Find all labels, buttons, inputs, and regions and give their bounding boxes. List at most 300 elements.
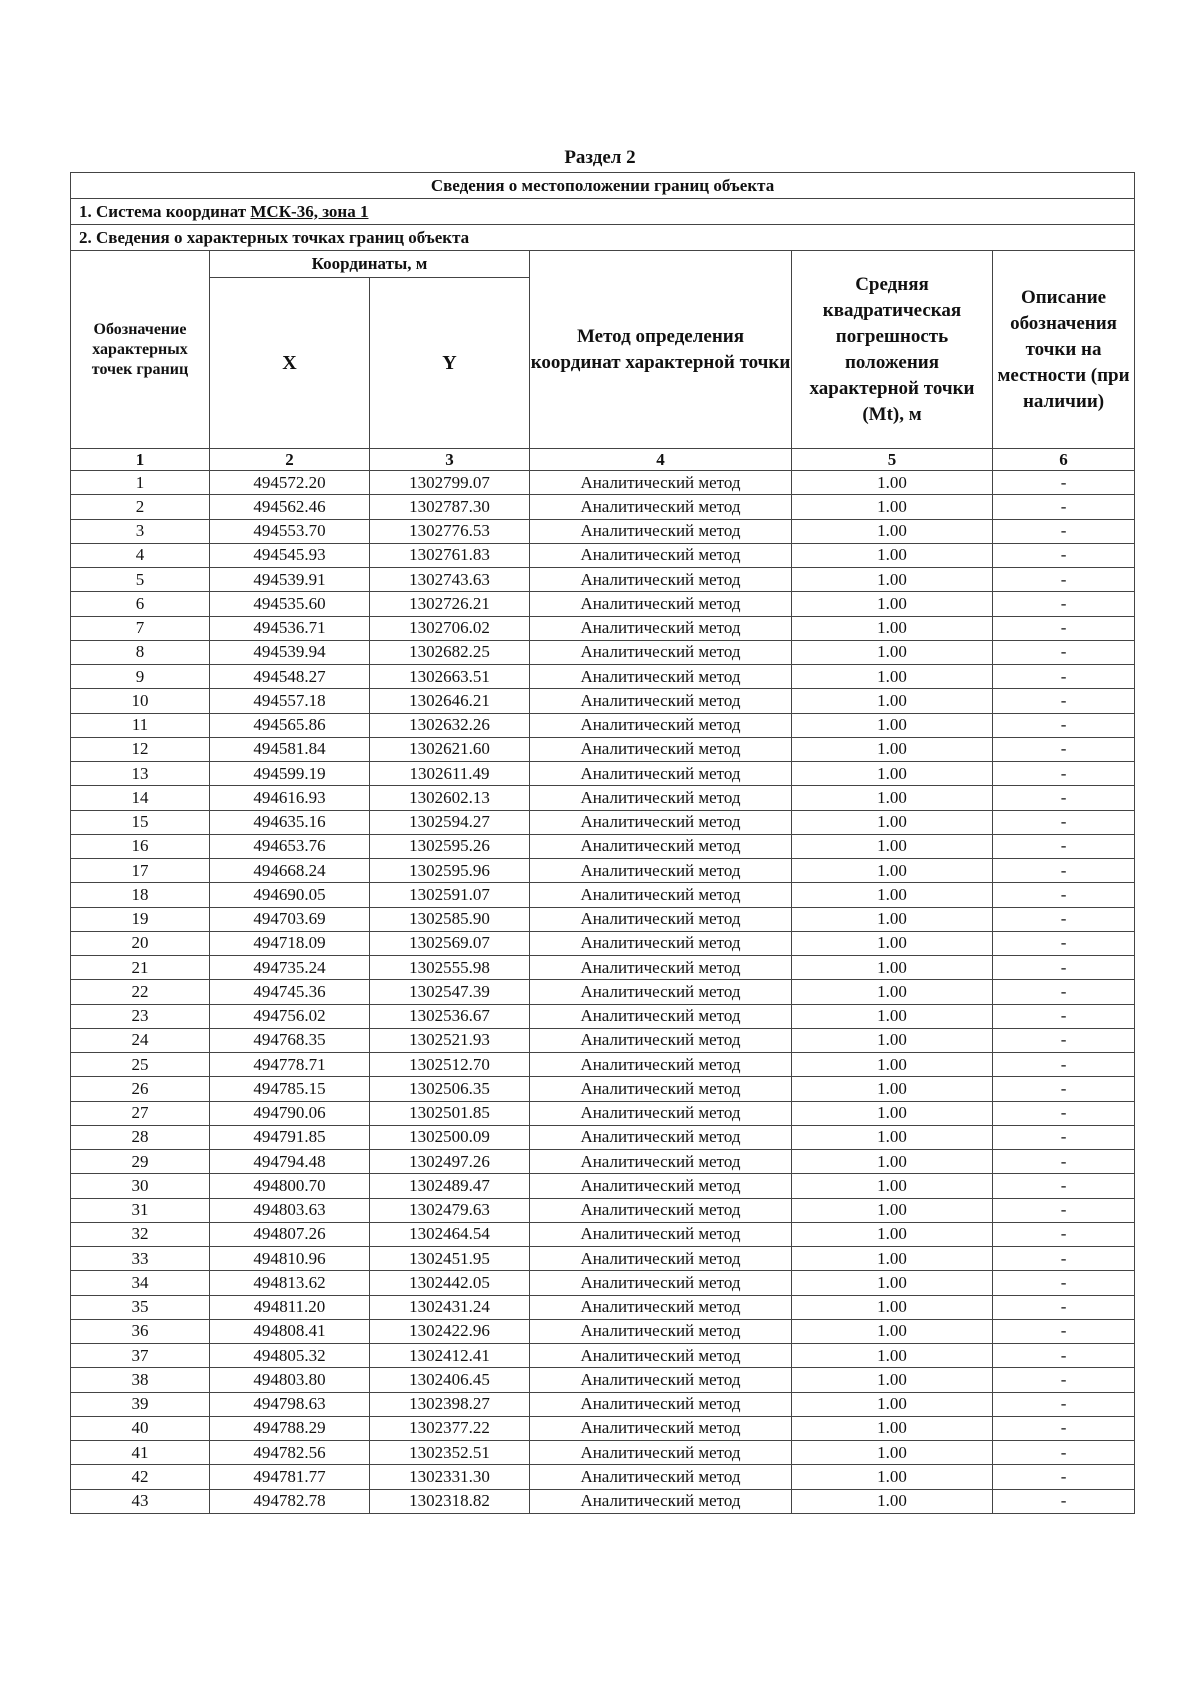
header-x: X xyxy=(210,278,370,449)
cell-x: 494798.63 xyxy=(210,1392,370,1416)
cell-error: 1.00 xyxy=(792,1416,993,1440)
cell-x: 494811.20 xyxy=(210,1295,370,1319)
cell-description: - xyxy=(993,519,1135,543)
cell-method: Аналитический метод xyxy=(530,1271,792,1295)
cell-x: 494599.19 xyxy=(210,762,370,786)
cell-description: - xyxy=(993,762,1135,786)
cell-description: - xyxy=(993,1392,1135,1416)
cell-x: 494794.48 xyxy=(210,1150,370,1174)
cell-x: 494553.70 xyxy=(210,519,370,543)
column-numbers-row xyxy=(71,449,1135,471)
cell-error: 1.00 xyxy=(792,568,993,592)
cell-error: 1.00 xyxy=(792,471,993,495)
cell-description: - xyxy=(993,495,1135,519)
cell-y: 1302412.41 xyxy=(370,1344,530,1368)
cell-method: Аналитический метод xyxy=(530,907,792,931)
cell-method: Аналитический метод xyxy=(530,737,792,761)
cell-y: 1302761.83 xyxy=(370,543,530,567)
cell-error: 1.00 xyxy=(792,519,993,543)
cell-x: 494539.91 xyxy=(210,568,370,592)
cell-x: 494803.63 xyxy=(210,1198,370,1222)
cell-y: 1302595.96 xyxy=(370,859,530,883)
cell-error: 1.00 xyxy=(792,1392,993,1416)
cell-method: Аналитический метод xyxy=(530,1222,792,1246)
cell-y: 1302489.47 xyxy=(370,1174,530,1198)
cell-description: - xyxy=(993,543,1135,567)
cell-point-number: 29 xyxy=(71,1150,210,1174)
cell-y: 1302536.67 xyxy=(370,1004,530,1028)
cell-point-number: 34 xyxy=(71,1271,210,1295)
table-row xyxy=(71,1465,1135,1489)
cell-y: 1302442.05 xyxy=(370,1271,530,1295)
table-row xyxy=(71,519,1135,543)
cell-point-number: 28 xyxy=(71,1125,210,1149)
cell-x: 494565.86 xyxy=(210,713,370,737)
cell-x: 494562.46 xyxy=(210,495,370,519)
table-row xyxy=(71,1319,1135,1343)
table-row xyxy=(71,1295,1135,1319)
cell-x: 494785.15 xyxy=(210,1077,370,1101)
table-row xyxy=(71,1077,1135,1101)
cell-point-number: 9 xyxy=(71,665,210,689)
cell-method: Аналитический метод xyxy=(530,786,792,810)
cell-method: Аналитический метод xyxy=(530,1247,792,1271)
cell-description: - xyxy=(993,810,1135,834)
header-y: Y xyxy=(370,278,530,449)
cell-error: 1.00 xyxy=(792,1344,993,1368)
table-row xyxy=(71,956,1135,980)
cell-y: 1302377.22 xyxy=(370,1416,530,1440)
cell-point-number: 1 xyxy=(71,471,210,495)
cell-method: Аналитический метод xyxy=(530,616,792,640)
cell-method: Аналитический метод xyxy=(530,1198,792,1222)
table-row xyxy=(71,1150,1135,1174)
cell-point-number: 38 xyxy=(71,1368,210,1392)
cell-x: 494535.60 xyxy=(210,592,370,616)
table-row xyxy=(71,1028,1135,1052)
cell-x: 494536.71 xyxy=(210,616,370,640)
cell-description: - xyxy=(993,907,1135,931)
table-row xyxy=(71,568,1135,592)
cell-description: - xyxy=(993,1465,1135,1489)
cell-description: - xyxy=(993,1416,1135,1440)
cell-point-number: 33 xyxy=(71,1247,210,1271)
cell-error: 1.00 xyxy=(792,1295,993,1319)
cell-x: 494745.36 xyxy=(210,980,370,1004)
cell-error: 1.00 xyxy=(792,883,993,907)
cell-description: - xyxy=(993,1247,1135,1271)
cell-error: 1.00 xyxy=(792,1174,993,1198)
cell-point-number: 18 xyxy=(71,883,210,907)
table-row xyxy=(71,1344,1135,1368)
cell-y: 1302512.70 xyxy=(370,1053,530,1077)
table-row xyxy=(71,592,1135,616)
cell-method: Аналитический метод xyxy=(530,980,792,1004)
cell-description: - xyxy=(993,665,1135,689)
cell-y: 1302331.30 xyxy=(370,1465,530,1489)
cell-y: 1302663.51 xyxy=(370,665,530,689)
table-row xyxy=(71,1101,1135,1125)
cell-description: - xyxy=(993,471,1135,495)
cell-x: 494557.18 xyxy=(210,689,370,713)
cell-x: 494805.32 xyxy=(210,1344,370,1368)
cell-point-number: 30 xyxy=(71,1174,210,1198)
cell-description: - xyxy=(993,1222,1135,1246)
cell-error: 1.00 xyxy=(792,495,993,519)
table-row xyxy=(71,1053,1135,1077)
cell-method: Аналитический метод xyxy=(530,1028,792,1052)
cell-method: Аналитический метод xyxy=(530,1174,792,1198)
cell-point-number: 6 xyxy=(71,592,210,616)
table-row xyxy=(71,1198,1135,1222)
table-row xyxy=(71,543,1135,567)
cell-error: 1.00 xyxy=(792,1125,993,1149)
coord-system xyxy=(71,199,1135,225)
cell-error: 1.00 xyxy=(792,1247,993,1271)
cell-x: 494572.20 xyxy=(210,471,370,495)
cell-description: - xyxy=(993,1319,1135,1343)
cell-description: - xyxy=(993,956,1135,980)
cell-y: 1302682.25 xyxy=(370,640,530,664)
cell-description: - xyxy=(993,1271,1135,1295)
cell-method: Аналитический метод xyxy=(530,665,792,689)
table-row xyxy=(71,859,1135,883)
cell-error: 1.00 xyxy=(792,859,993,883)
cell-y: 1302787.30 xyxy=(370,495,530,519)
cell-description: - xyxy=(993,1295,1135,1319)
cell-x: 494788.29 xyxy=(210,1416,370,1440)
cell-point-number: 36 xyxy=(71,1319,210,1343)
cell-x: 494653.76 xyxy=(210,834,370,858)
cell-point-number: 12 xyxy=(71,737,210,761)
cell-x: 494803.80 xyxy=(210,1368,370,1392)
cell-y: 1302743.63 xyxy=(370,568,530,592)
cell-y: 1302479.63 xyxy=(370,1198,530,1222)
cell-description: - xyxy=(993,1028,1135,1052)
table-row xyxy=(71,495,1135,519)
table-title-row xyxy=(71,173,1135,199)
cell-method: Аналитический метод xyxy=(530,883,792,907)
cell-error: 1.00 xyxy=(792,1319,993,1343)
cell-method: Аналитический метод xyxy=(530,471,792,495)
cell-method: Аналитический метод xyxy=(530,1441,792,1465)
cell-point-number: 14 xyxy=(71,786,210,810)
cell-error: 1.00 xyxy=(792,592,993,616)
cell-y: 1302555.98 xyxy=(370,956,530,980)
table-row xyxy=(71,834,1135,858)
cell-description: - xyxy=(993,713,1135,737)
table-row xyxy=(71,810,1135,834)
cell-error: 1.00 xyxy=(792,1465,993,1489)
cell-y: 1302646.21 xyxy=(370,689,530,713)
header-row-top xyxy=(71,251,1135,278)
cell-point-number: 43 xyxy=(71,1489,210,1513)
cell-y: 1302506.35 xyxy=(370,1077,530,1101)
cell-error: 1.00 xyxy=(792,1198,993,1222)
cell-point-number: 17 xyxy=(71,859,210,883)
cell-error: 1.00 xyxy=(792,1271,993,1295)
cell-x: 494539.94 xyxy=(210,640,370,664)
table-row xyxy=(71,931,1135,955)
cell-y: 1302547.39 xyxy=(370,980,530,1004)
table-title: Сведения о местоположении границ объекта xyxy=(71,173,1135,199)
cell-point-number: 39 xyxy=(71,1392,210,1416)
cell-x: 494807.26 xyxy=(210,1222,370,1246)
cell-description: - xyxy=(993,1198,1135,1222)
cell-y: 1302799.07 xyxy=(370,471,530,495)
cell-error: 1.00 xyxy=(792,762,993,786)
cell-y: 1302422.96 xyxy=(370,1319,530,1343)
cell-x: 494635.16 xyxy=(210,810,370,834)
column-number: 4 xyxy=(530,449,792,471)
cell-description: - xyxy=(993,1150,1135,1174)
cell-error: 1.00 xyxy=(792,1150,993,1174)
cell-error: 1.00 xyxy=(792,810,993,834)
cell-point-number: 40 xyxy=(71,1416,210,1440)
cell-y: 1302776.53 xyxy=(370,519,530,543)
cell-error: 1.00 xyxy=(792,980,993,1004)
cell-description: - xyxy=(993,883,1135,907)
table-row xyxy=(71,1416,1135,1440)
cell-x: 494800.70 xyxy=(210,1174,370,1198)
header-method: Метод определения координат характерной точки xyxy=(530,251,792,449)
cell-x: 494791.85 xyxy=(210,1125,370,1149)
points-heading-row xyxy=(71,225,1135,251)
cell-point-number: 21 xyxy=(71,956,210,980)
cell-x: 494781.77 xyxy=(210,1465,370,1489)
cell-method: Аналитический метод xyxy=(530,689,792,713)
cell-error: 1.00 xyxy=(792,713,993,737)
cell-error: 1.00 xyxy=(792,786,993,810)
cell-method: Аналитический метод xyxy=(530,859,792,883)
cell-method: Аналитический метод xyxy=(530,1465,792,1489)
cell-x: 494718.09 xyxy=(210,931,370,955)
cell-x: 494581.84 xyxy=(210,737,370,761)
column-number: 3 xyxy=(370,449,530,471)
cell-error: 1.00 xyxy=(792,616,993,640)
cell-method: Аналитический метод xyxy=(530,713,792,737)
cell-method: Аналитический метод xyxy=(530,1344,792,1368)
cell-method: Аналитический метод xyxy=(530,762,792,786)
cell-point-number: 20 xyxy=(71,931,210,955)
cell-description: - xyxy=(993,737,1135,761)
cell-point-number: 41 xyxy=(71,1441,210,1465)
table-row xyxy=(71,1125,1135,1149)
column-number: 6 xyxy=(993,449,1135,471)
cell-x: 494810.96 xyxy=(210,1247,370,1271)
cell-y: 1302431.24 xyxy=(370,1295,530,1319)
cell-y: 1302406.45 xyxy=(370,1368,530,1392)
table-row xyxy=(71,1174,1135,1198)
table-row xyxy=(71,1271,1135,1295)
column-number: 5 xyxy=(792,449,993,471)
cell-error: 1.00 xyxy=(792,907,993,931)
cell-method: Аналитический метод xyxy=(530,1368,792,1392)
cell-point-number: 11 xyxy=(71,713,210,737)
table-row xyxy=(71,1222,1135,1246)
coord-system-label: 1. Система координат xyxy=(79,201,251,221)
cell-error: 1.00 xyxy=(792,834,993,858)
cell-x: 494790.06 xyxy=(210,1101,370,1125)
cell-y: 1302706.02 xyxy=(370,616,530,640)
cell-method: Аналитический метод xyxy=(530,543,792,567)
cell-x: 494756.02 xyxy=(210,1004,370,1028)
cell-description: - xyxy=(993,786,1135,810)
cell-point-number: 3 xyxy=(71,519,210,543)
header-error: Средняя квадратическая погрешность положения характерной точки (Mt), м xyxy=(792,251,993,449)
cell-y: 1302585.90 xyxy=(370,907,530,931)
cell-method: Аналитический метод xyxy=(530,640,792,664)
column-number: 1 xyxy=(71,449,210,471)
table-row xyxy=(71,1392,1135,1416)
cell-error: 1.00 xyxy=(792,1368,993,1392)
cell-method: Аналитический метод xyxy=(530,1077,792,1101)
cell-error: 1.00 xyxy=(792,931,993,955)
cell-method: Аналитический метод xyxy=(530,931,792,955)
cell-y: 1302501.85 xyxy=(370,1101,530,1125)
cell-method: Аналитический метод xyxy=(530,1319,792,1343)
cell-method: Аналитический метод xyxy=(530,834,792,858)
cell-x: 494813.62 xyxy=(210,1271,370,1295)
cell-description: - xyxy=(993,1053,1135,1077)
cell-method: Аналитический метод xyxy=(530,1416,792,1440)
cell-y: 1302451.95 xyxy=(370,1247,530,1271)
cell-point-number: 15 xyxy=(71,810,210,834)
table-row xyxy=(71,689,1135,713)
cell-error: 1.00 xyxy=(792,1004,993,1028)
table-row xyxy=(71,762,1135,786)
cell-error: 1.00 xyxy=(792,543,993,567)
cell-point-number: 2 xyxy=(71,495,210,519)
cell-method: Аналитический метод xyxy=(530,519,792,543)
cell-method: Аналитический метод xyxy=(530,1489,792,1513)
cell-description: - xyxy=(993,689,1135,713)
cell-x: 494703.69 xyxy=(210,907,370,931)
table-row xyxy=(71,1368,1135,1392)
cell-x: 494735.24 xyxy=(210,956,370,980)
table-row xyxy=(71,980,1135,1004)
cell-y: 1302352.51 xyxy=(370,1441,530,1465)
cell-y: 1302726.21 xyxy=(370,592,530,616)
cell-point-number: 25 xyxy=(71,1053,210,1077)
cell-point-number: 5 xyxy=(71,568,210,592)
cell-error: 1.00 xyxy=(792,956,993,980)
cell-description: - xyxy=(993,931,1135,955)
coord-system-value: МСК-36, зона 1 xyxy=(250,201,369,221)
cell-y: 1302594.27 xyxy=(370,810,530,834)
cell-y: 1302569.07 xyxy=(370,931,530,955)
column-number: 2 xyxy=(210,449,370,471)
cell-description: - xyxy=(993,1077,1135,1101)
table-row xyxy=(71,471,1135,495)
cell-error: 1.00 xyxy=(792,1441,993,1465)
cell-point-number: 37 xyxy=(71,1344,210,1368)
cell-y: 1302318.82 xyxy=(370,1489,530,1513)
table-row xyxy=(71,786,1135,810)
cell-method: Аналитический метод xyxy=(530,1150,792,1174)
cell-method: Аналитический метод xyxy=(530,1295,792,1319)
cell-x: 494778.71 xyxy=(210,1053,370,1077)
cell-point-number: 19 xyxy=(71,907,210,931)
cell-method: Аналитический метод xyxy=(530,956,792,980)
table-row xyxy=(71,665,1135,689)
cell-y: 1302602.13 xyxy=(370,786,530,810)
cell-point-number: 23 xyxy=(71,1004,210,1028)
cell-description: - xyxy=(993,1344,1135,1368)
cell-point-number: 8 xyxy=(71,640,210,664)
cell-description: - xyxy=(993,1125,1135,1149)
coord-system-row xyxy=(71,199,1135,225)
cell-y: 1302521.93 xyxy=(370,1028,530,1052)
cell-error: 1.00 xyxy=(792,1489,993,1513)
points-heading: 2. Сведения о характерных точках границ объекта xyxy=(71,225,1135,251)
cell-error: 1.00 xyxy=(792,1077,993,1101)
cell-method: Аналитический метод xyxy=(530,568,792,592)
cell-point-number: 24 xyxy=(71,1028,210,1052)
cell-description: - xyxy=(993,1368,1135,1392)
cell-x: 494808.41 xyxy=(210,1319,370,1343)
table-row xyxy=(71,737,1135,761)
cell-error: 1.00 xyxy=(792,665,993,689)
table-row xyxy=(71,1441,1135,1465)
cell-y: 1302398.27 xyxy=(370,1392,530,1416)
cell-method: Аналитический метод xyxy=(530,592,792,616)
cell-description: - xyxy=(993,834,1135,858)
cell-error: 1.00 xyxy=(792,640,993,664)
cell-x: 494545.93 xyxy=(210,543,370,567)
cell-method: Аналитический метод xyxy=(530,1101,792,1125)
header-coordinates: Координаты, м xyxy=(210,251,530,278)
cell-x: 494616.93 xyxy=(210,786,370,810)
cell-point-number: 7 xyxy=(71,616,210,640)
table-row xyxy=(71,907,1135,931)
cell-point-number: 32 xyxy=(71,1222,210,1246)
cell-error: 1.00 xyxy=(792,1222,993,1246)
cell-description: - xyxy=(993,1489,1135,1513)
cell-point-number: 10 xyxy=(71,689,210,713)
table-row xyxy=(71,1004,1135,1028)
table-row xyxy=(71,640,1135,664)
cell-description: - xyxy=(993,1101,1135,1125)
cell-y: 1302591.07 xyxy=(370,883,530,907)
cell-x: 494690.05 xyxy=(210,883,370,907)
cell-point-number: 16 xyxy=(71,834,210,858)
cell-method: Аналитический метод xyxy=(530,810,792,834)
cell-error: 1.00 xyxy=(792,737,993,761)
cell-description: - xyxy=(993,1174,1135,1198)
cell-method: Аналитический метод xyxy=(530,1053,792,1077)
cell-y: 1302500.09 xyxy=(370,1125,530,1149)
cell-y: 1302464.54 xyxy=(370,1222,530,1246)
cell-description: - xyxy=(993,1441,1135,1465)
cell-point-number: 13 xyxy=(71,762,210,786)
table-row xyxy=(71,616,1135,640)
cell-method: Аналитический метод xyxy=(530,495,792,519)
cell-error: 1.00 xyxy=(792,1101,993,1125)
cell-description: - xyxy=(993,640,1135,664)
cell-point-number: 27 xyxy=(71,1101,210,1125)
cell-method: Аналитический метод xyxy=(530,1392,792,1416)
table-row xyxy=(71,1489,1135,1513)
cell-point-number: 42 xyxy=(71,1465,210,1489)
cell-description: - xyxy=(993,980,1135,1004)
header-point-designation: Обозначение характерных точек границ xyxy=(71,251,210,449)
cell-description: - xyxy=(993,568,1135,592)
boundary-points-table xyxy=(70,172,1135,1514)
cell-y: 1302632.26 xyxy=(370,713,530,737)
cell-x: 494768.35 xyxy=(210,1028,370,1052)
cell-method: Аналитический метод xyxy=(530,1004,792,1028)
